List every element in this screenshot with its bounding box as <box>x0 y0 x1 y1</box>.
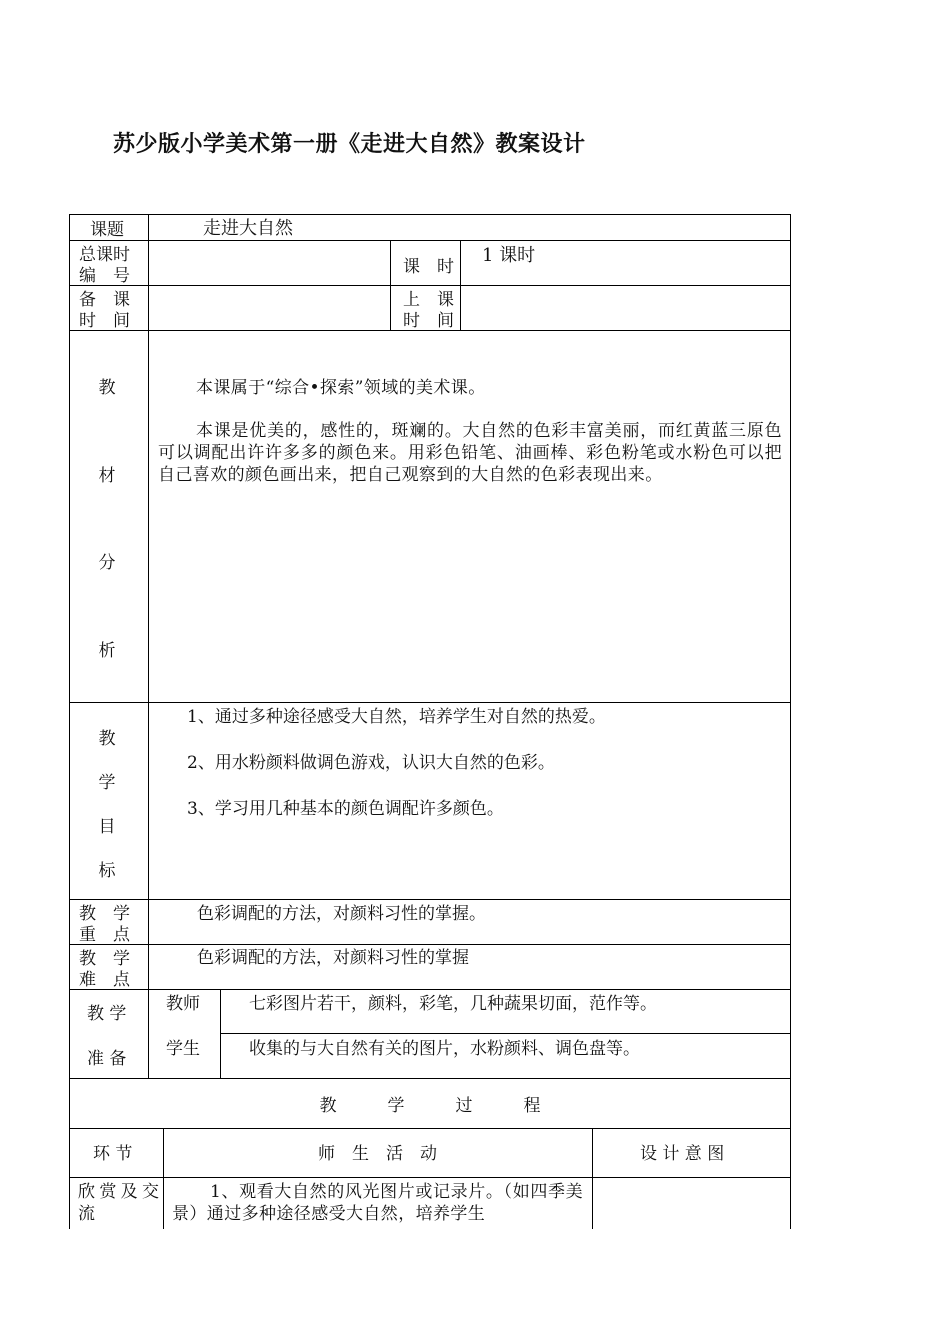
row-divider <box>69 702 791 703</box>
objectives-label-char: 学 <box>98 773 116 793</box>
objective-item: 3、学习用几种基本的颜色调配许多颜色。 <box>187 799 504 819</box>
analysis-label-char: 析 <box>98 641 116 661</box>
hours-label: 课 时 <box>403 257 454 277</box>
analysis-label-char: 分 <box>98 553 116 573</box>
row-divider <box>69 240 791 241</box>
analysis-paragraph: 本课是优美的，感性的，斑斓的。大自然的色彩丰富美丽，而红黄蓝三原色可以调配出许许多多的颜色来。用彩色铅笔、油画棒、彩色粉笔或水粉色可以把自己喜欢的颜色画出来，把自己观察到的大自然的色彩表现出来。 <box>158 421 782 485</box>
row-divider <box>220 1033 791 1034</box>
preparation-label-line2: 准 备 <box>87 1049 127 1069</box>
objective-item: 2、用水粉颜料做调色游戏，认识大自然的色彩。 <box>187 753 555 773</box>
objectives-label-char: 教 <box>98 729 116 749</box>
topic-label: 课题 <box>90 220 124 240</box>
class-time-label-line1: 上 课 <box>403 290 454 310</box>
row-divider <box>69 285 791 286</box>
difficulty-label-line2: 难 点 <box>79 970 130 990</box>
col-divider <box>220 989 221 1078</box>
objectives-label-char: 标 <box>98 861 116 881</box>
analysis-label-char: 教 <box>98 378 116 398</box>
teacher-label: 教师 <box>166 994 200 1014</box>
total-number-label-line1: 总课时 <box>79 245 130 265</box>
prep-time-label-line1: 备 课 <box>79 290 130 310</box>
topic-value: 走进大自然 <box>203 218 293 239</box>
document-title: 苏少版小学美术第一册《走进大自然》教案设计 <box>113 132 586 157</box>
difficulty-text: 色彩调配的方法，对颜料习性的掌握 <box>197 948 469 968</box>
student-prep-text: 收集的与大自然有关的图片，水粉颜料、调色盘等。 <box>249 1039 640 1059</box>
preparation-label-line1: 教 学 <box>87 1004 127 1024</box>
row-divider <box>69 989 791 990</box>
col-divider <box>148 989 149 1078</box>
key-point-text: 色彩调配的方法，对颜料习性的掌握。 <box>197 904 486 924</box>
row-divider <box>69 1078 791 1079</box>
prep-time-label-line2: 时 间 <box>79 311 130 331</box>
analysis-label-char: 材 <box>98 466 116 486</box>
key-point-label-line1: 教 学 <box>79 904 130 924</box>
class-time-label-line2: 时 间 <box>403 311 454 331</box>
col-divider <box>460 240 461 330</box>
key-point-label-line2: 重 点 <box>79 925 130 945</box>
process-col-stage: 环 节 <box>93 1144 133 1164</box>
row-divider <box>69 1177 791 1178</box>
process-col-activity: 师 生 活 动 <box>318 1144 437 1164</box>
objectives-label-char: 目 <box>98 817 116 837</box>
total-number-label-line2: 编 号 <box>79 266 130 286</box>
row-divider <box>69 944 791 945</box>
process-activity-cell: 1、观看大自然的风光图片或记录片。（如四季美景）通过多种途径感受大自然，培养学生 <box>172 1182 583 1224</box>
row-divider <box>69 899 791 900</box>
process-stage-cell: 欣赏及交流 <box>78 1182 159 1224</box>
student-label: 学生 <box>166 1039 200 1059</box>
analysis-paragraph: 本课属于“综合•探索”领域的美术课。 <box>196 378 486 398</box>
difficulty-label-line1: 教 学 <box>79 949 130 969</box>
teacher-prep-text: 七彩图片若干，颜料，彩笔，几种蔬果切面，范作等。 <box>249 994 657 1014</box>
hours-value: 1 课时 <box>482 245 536 266</box>
col-divider <box>592 1128 593 1229</box>
process-title: 教 学 过 程 <box>319 1096 541 1116</box>
objective-item: 1、通过多种途径感受大自然，培养学生对自然的热爱。 <box>187 707 606 727</box>
col-divider <box>148 214 149 989</box>
col-divider <box>390 240 391 330</box>
process-col-intent: 设 计 意 图 <box>640 1144 725 1164</box>
row-divider <box>69 1128 791 1129</box>
